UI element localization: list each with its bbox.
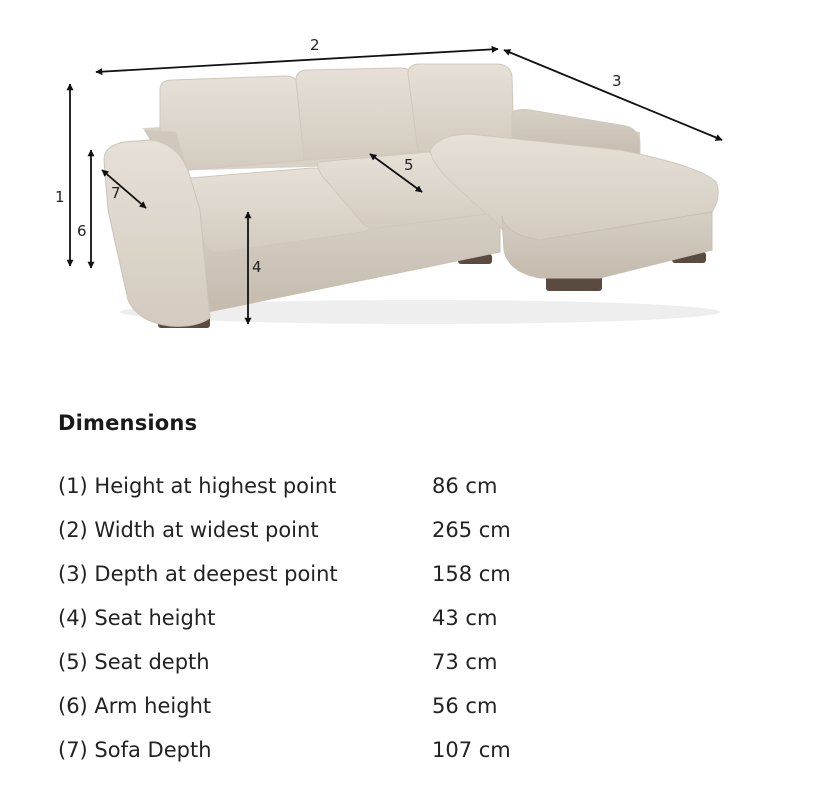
marker-2: 2	[310, 36, 320, 54]
dimension-label: (1) Height at highest point	[58, 474, 337, 498]
table-row	[58, 508, 572, 552]
table-row	[58, 640, 572, 684]
dimension-value: 107 cm	[432, 738, 511, 762]
dimensions-table	[58, 464, 572, 772]
dimension-value: 158 cm	[432, 562, 511, 586]
table-row	[58, 464, 572, 508]
dimension-label: (6) Arm height	[58, 694, 212, 718]
back-cushion	[296, 68, 418, 160]
marker-4: 4	[252, 258, 262, 276]
table-row	[58, 596, 572, 640]
table-row	[58, 728, 572, 772]
dimension-label: (2) Width at widest point	[58, 518, 319, 542]
sofa-illustration	[104, 64, 720, 328]
table-row	[58, 552, 572, 596]
table-row	[58, 684, 572, 728]
dimension-value: 86 cm	[432, 474, 498, 498]
marker-7: 7	[111, 184, 121, 202]
dimensions-heading: Dimensions	[58, 411, 198, 435]
marker-1: 1	[55, 188, 65, 206]
dimension-value: 265 cm	[432, 518, 511, 542]
dimension-label: (3) Depth at deepest point	[58, 562, 338, 586]
marker-5: 5	[404, 156, 414, 174]
sofa-dimension-diagram	[0, 0, 824, 360]
dimension-value: 56 cm	[432, 694, 498, 718]
dimension-value: 43 cm	[432, 606, 498, 630]
marker-6: 6	[77, 222, 87, 240]
dimension-value: 73 cm	[432, 650, 498, 674]
dimension-label: (4) Seat height	[58, 606, 216, 630]
dimension-label: (5) Seat depth	[58, 650, 210, 674]
marker-3: 3	[612, 72, 622, 90]
dimension-label: (7) Sofa Depth	[58, 738, 212, 762]
